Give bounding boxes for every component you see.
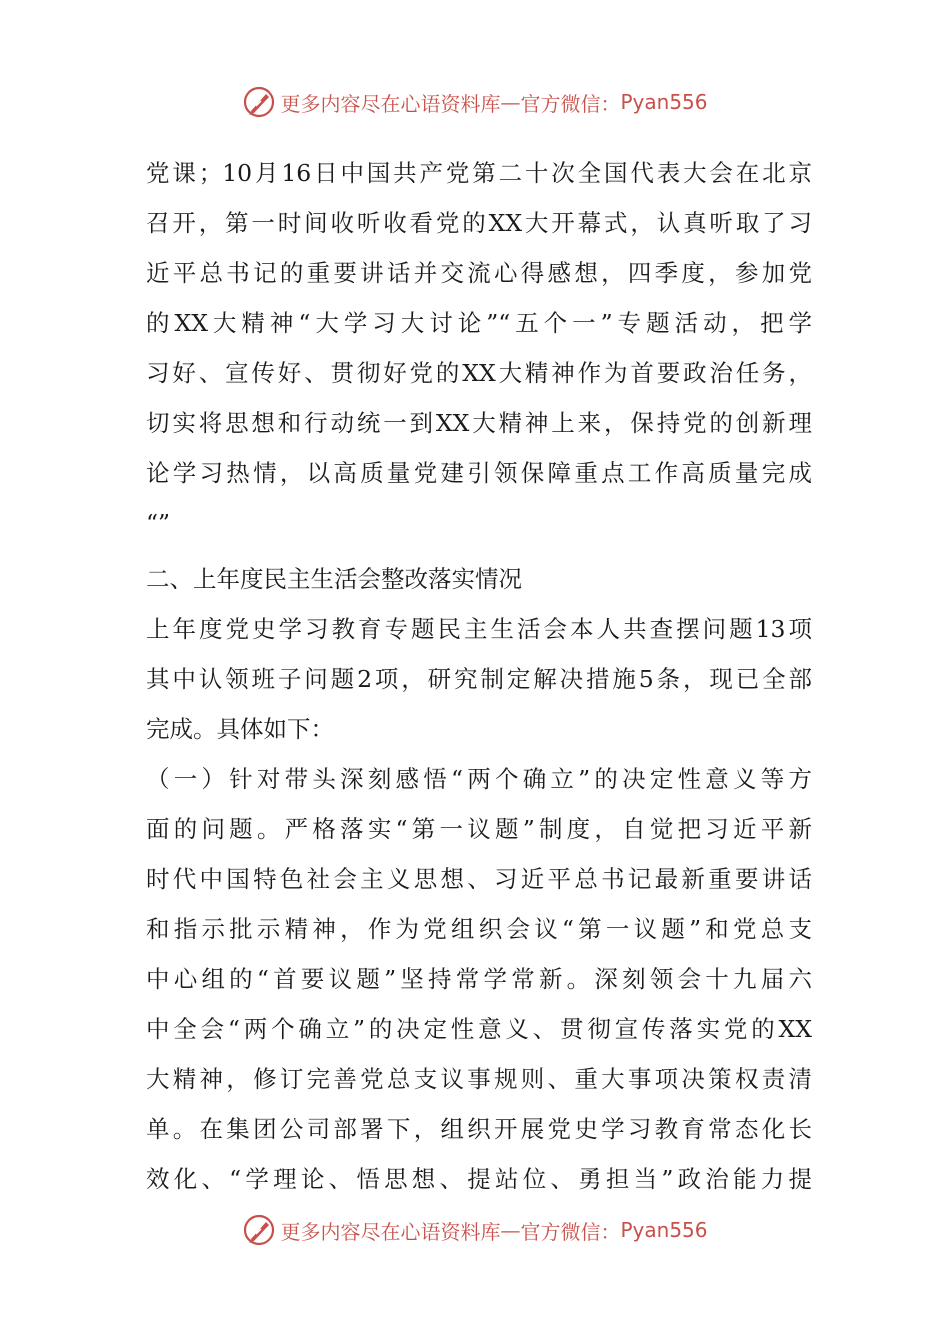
text-line: 时代中国特色社会主义思想、习近平总书记最新重要讲话 (146, 865, 812, 893)
paragraph-1 (146, 148, 812, 548)
text-line: 效化、“学理论、悟思想、提站位、勇担当”政治能力提 (146, 1165, 812, 1193)
text-line: 单。在集团公司部署下，组织开展党史学习教育常态化长 (146, 1115, 812, 1143)
pen-logo-icon (242, 1213, 276, 1247)
text-line: 中全会“两个确立”的决定性意义、贯彻宣传落实党的XX (146, 1015, 812, 1043)
footer-watermark (0, 1210, 950, 1250)
text-line: 上年度党史学习教育专题民主生活会本人共查摆问题13项 (146, 615, 812, 643)
section-heading: 二、上年度民主生活会整改落实情况 (146, 565, 522, 593)
paragraph-3 (146, 754, 812, 1204)
text-line: 和指示批示精神，作为党组织会议“第一议题”和党总支 (146, 915, 812, 943)
paragraph-2 (146, 604, 812, 754)
text-line: 论学习热情，以高质量党建引领保障重点工作高质量完成 (146, 459, 812, 487)
text-line: 面的问题。严格落实“第一议题”制度，自觉把习近平新 (146, 815, 812, 843)
pen-logo-icon (242, 85, 276, 119)
text-line: 中心组的“首要议题”坚持常学常新。深刻领会十九届六 (146, 965, 812, 993)
text-line: 完成。具体如下： (146, 715, 334, 743)
text-line: “” (146, 509, 171, 537)
text-line: 其中认领班子问题2项，研究制定解决措施5条，现已全部 (146, 665, 812, 693)
text-line: 的XX大精神“大学习大讨论”“五个一”专题活动，把学 (146, 309, 812, 337)
watermark-wechat-label: 官方微信： (520, 1219, 621, 1244)
header-watermark (0, 82, 950, 122)
watermark-wechat-id: Pyan556 (620, 1218, 708, 1242)
watermark-dash: — (500, 1218, 521, 1242)
watermark-dash: — (500, 90, 521, 114)
text-line: 习好、宣传好、贯彻好党的XX大精神作为首要政治任务， (146, 359, 812, 387)
watermark-brand-text: 更多内容尽在心语资料库 (280, 1219, 501, 1244)
text-line: （一）针对带头深刻感悟“两个确立”的决定性意义等方 (146, 765, 812, 793)
text-line: 切实将思想和行动统一到XX大精神上来，保持党的创新理 (146, 409, 812, 437)
text-line: 大精神，修订完善党总支议事规则、重大事项决策权责清 (146, 1065, 812, 1093)
document-body (146, 148, 812, 1204)
watermark-wechat-label: 官方微信： (520, 91, 621, 116)
watermark-wechat-id: Pyan556 (620, 90, 708, 114)
text-line: 召开，第一时间收听收看党的XX大开幕式，认真听取了习 (146, 209, 812, 237)
text-line: 近平总书记的重要讲话并交流心得感想，四季度，参加党 (146, 259, 812, 287)
watermark-brand-text: 更多内容尽在心语资料库 (280, 91, 501, 116)
text-line: 党课；10月16日中国共产党第二十次全国代表大会在北京 (146, 159, 812, 187)
